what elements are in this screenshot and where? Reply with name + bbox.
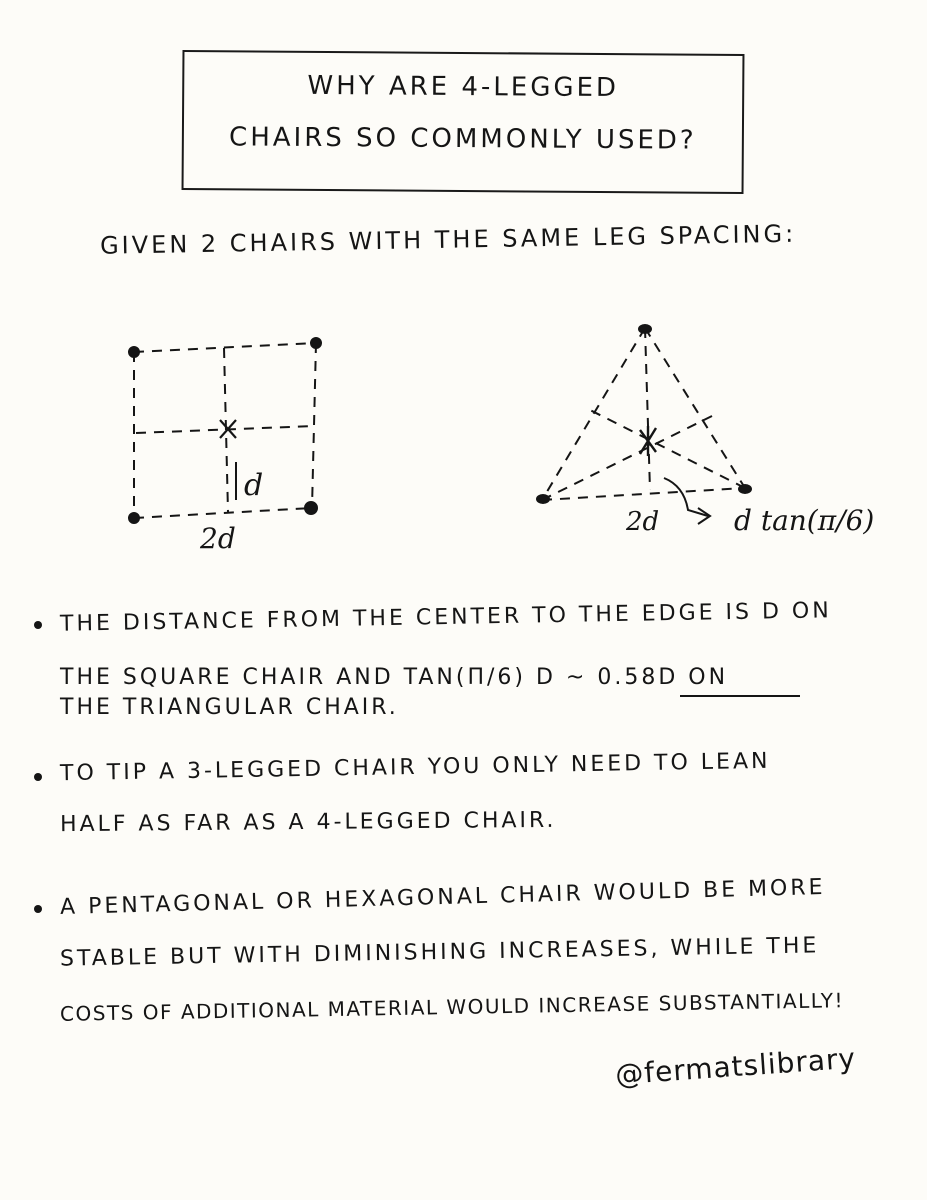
triangle-leg: [639, 325, 651, 333]
square-leg: [129, 513, 139, 523]
square-bottom-edge: [134, 508, 312, 518]
bullet-1-line-2: THE SQUARE CHAIR AND TAN(Π/6) D ~ 0.58D ON: [60, 665, 729, 690]
triangle-median-right: [590, 410, 745, 488]
triangle-arrowhead: [698, 508, 710, 524]
triangle-label-dtan: d tan(π/6): [734, 504, 875, 537]
bullet-dot: [34, 621, 42, 629]
square-leg: [311, 338, 321, 348]
triangle-right-edge: [645, 328, 745, 488]
bullet-1-line-1: THE DISTANCE FROM THE CENTER TO THE EDGE IS D ON: [59, 598, 832, 637]
triangle-median-top: [645, 328, 650, 490]
bullet-2-line-2: HALF AS FAR AS A 4-LEGGED CHAIR.: [59, 807, 557, 838]
bullet-1-line-3: THE TRIANGULAR CHAIR.: [60, 695, 399, 720]
square-leg: [129, 347, 139, 357]
underline-058d: [680, 695, 800, 697]
bullet-3-line-2: STABLE BUT WITH DIMINISHING INCREASES, WHILE THE: [59, 933, 820, 972]
square-right-edge: [312, 343, 316, 508]
bullet-3-line-3: COSTS OF ADDITIONAL MATERIAL WOULD INCREASE SUBSTANTIALLY!: [59, 988, 845, 1026]
bullet-dot: [34, 905, 42, 913]
title-line-2: CHAIRS SO COMMONLY USED?: [228, 122, 697, 156]
square-label-d: d: [244, 468, 264, 503]
triangle-leg: [739, 485, 751, 493]
square-chair-diagram: [129, 338, 321, 523]
triangle-leg: [537, 495, 549, 503]
triangle-base-edge: [542, 488, 745, 500]
title-line-1: WHY ARE 4-LEGGED: [307, 70, 620, 104]
signature: @fermatslibrary: [614, 1041, 858, 1092]
intro-text: GIVEN 2 CHAIRS WITH THE SAME LEG SPACING:: [99, 219, 797, 260]
triangle-center-x: [640, 426, 656, 456]
triangle-chair-diagram: [537, 325, 751, 524]
square-leg: [305, 502, 317, 514]
bullet-dot: [34, 773, 42, 781]
square-label-2d: 2d: [200, 522, 236, 555]
bullet-2-line-1: TO TIP A 3-LEGGED CHAIR YOU ONLY NEED TO LEAN: [59, 748, 771, 787]
bullet-3-line-1: A PENTAGONAL OR HEXAGONAL CHAIR WOULD BE MORE: [59, 874, 826, 921]
triangle-label-2d: 2d: [626, 507, 660, 537]
